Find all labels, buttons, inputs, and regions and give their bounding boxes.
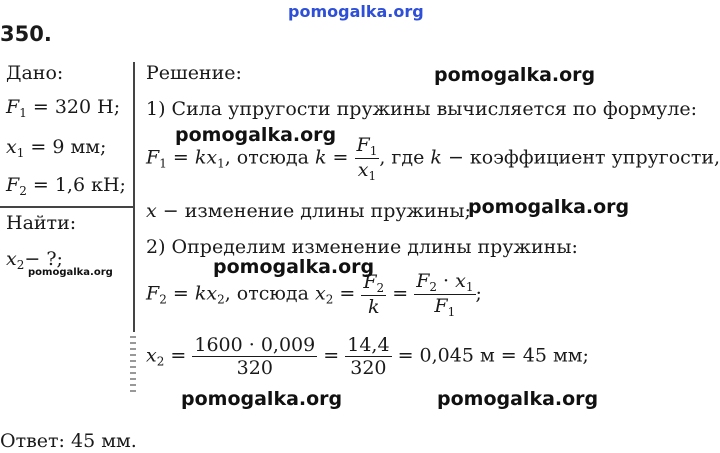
solution-step1-line2: x − изменение длины пружины;: [146, 200, 471, 222]
solution-step1-formula: $F_1 = kx_1$, отсюда k = $\frac{F_1}{x_1}$ , где k − коэффициент упругости,: [146, 134, 720, 183]
given-f2: $F_2 = 1,6$ кН;: [6, 174, 126, 198]
answer: Ответ: 45 мм.: [0, 430, 137, 452]
given-heading: Дано:: [6, 62, 64, 84]
watermark: pomogalka.org: [434, 64, 596, 86]
vertical-divider: [133, 62, 135, 332]
watermark: pomogalka.org: [181, 388, 343, 410]
watermark: pomogalka.org: [28, 267, 113, 278]
solution-step2-formula: $F_2 = kx_2$, отсюда $x_2$ = $\frac{F_2}{k}$ = $\frac{F_2 \cdot x_1}{F_1}$ ;: [146, 270, 482, 319]
solution-step2-text: 2) Определим изменение длины пружины:: [146, 236, 578, 258]
watermark: pomogalka.org: [175, 124, 337, 146]
given-x1: $x_1 = 9$ мм;: [6, 136, 107, 160]
given-f1: $F_1 = 320$ Н;: [6, 96, 121, 120]
given-find-divider: [0, 206, 134, 208]
find-x2: $x_2-$ ?;: [6, 248, 63, 272]
problem-number: 350.: [0, 22, 52, 46]
solution-calculation: $x_2$ = $\frac{1600 \cdot 0,009}{320}$ = $\frac{14,4}{320}$ = 0,045 м = 45 мм;: [146, 334, 589, 379]
solution-heading: Решение:: [146, 62, 242, 84]
watermark: pomogalka.org: [437, 388, 599, 410]
watermark: pomogalka.org: [468, 196, 630, 218]
dotted-divider: [130, 336, 136, 396]
find-heading: Найти:: [6, 212, 77, 234]
site-watermark: pomogalka.org: [288, 2, 424, 21]
solution-step1-text: 1) Сила упругости пружины вычисляется по формуле:: [146, 98, 698, 120]
watermark: pomogalka.org: [213, 256, 375, 278]
